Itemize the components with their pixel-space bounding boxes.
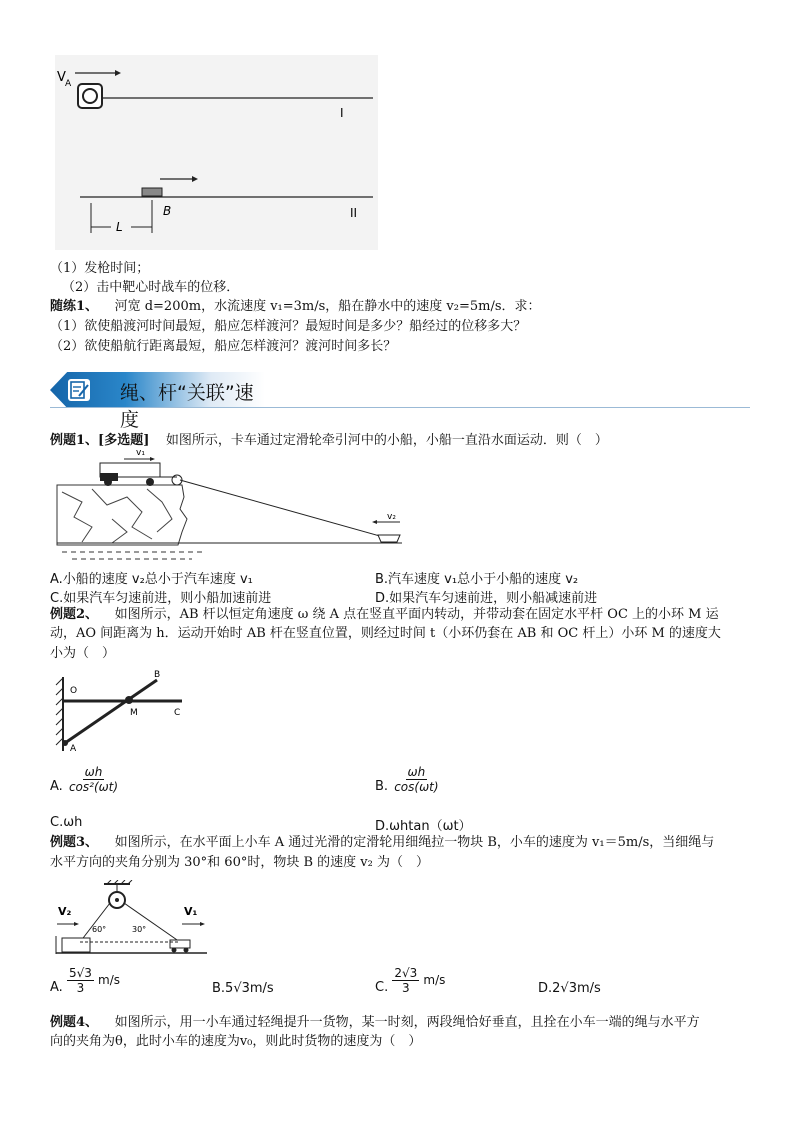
example-1-option-c[interactable]: C.如果汽车匀速前进，则小船加速前进: [50, 591, 272, 606]
cart-a: [170, 940, 190, 948]
label-l: L: [116, 220, 123, 234]
example-3-option-a-label: A.: [50, 980, 63, 995]
label-v1: V₁: [184, 905, 198, 918]
figure-rotating-rod: [52, 665, 192, 755]
practice-question-2: （2）欲使船航行距离最短，船应怎样渡河？渡河时间多长？: [50, 339, 397, 354]
practice-1: [50, 298, 541, 316]
arrow-v2-head: [74, 922, 79, 926]
label-m: M: [130, 708, 138, 718]
arrow-v2-head: [372, 520, 377, 524]
example-2-line-3: 小为（ ）: [50, 646, 116, 661]
example-1-option-a[interactable]: A.小船的速度 v₂总小于汽车速度 v₁: [50, 572, 253, 587]
label-30: 30°: [132, 925, 147, 934]
example-3-option-c-unit: m/s: [423, 973, 446, 987]
example-4-title: 例题4、: [50, 1015, 99, 1030]
example-3-option-d[interactable]: D.2√3m/s: [538, 981, 601, 996]
arrow-v1-head: [150, 457, 155, 461]
label-b: B: [163, 204, 172, 218]
boat: [378, 535, 400, 542]
tank-body: [142, 188, 162, 196]
prev-question-2: （2）击中靶心时战车的位移．: [62, 280, 240, 295]
section-title: 绳、杆“关联”速度: [120, 382, 254, 431]
example-3-option-a[interactable]: [50, 966, 120, 995]
example-3-option-c-denominator: 3: [402, 981, 410, 995]
figure-target-motion: [55, 55, 378, 250]
label-b: B: [154, 670, 161, 680]
cart-wheel-2: [184, 948, 189, 953]
label-v2: V₂: [58, 905, 72, 918]
arrow-va-head: [115, 70, 121, 76]
rope-boat: [180, 480, 387, 538]
example-3-option-a-numerator: 5√3: [68, 966, 92, 980]
arrow-v1-head: [200, 922, 205, 926]
label-I: I: [340, 106, 344, 120]
truck-wheel-back: [146, 478, 154, 486]
cart-wheel-1: [172, 948, 177, 953]
pulley-axle: [115, 898, 119, 902]
example-3-option-c[interactable]: [375, 966, 445, 995]
example-2-line-2: 动，AO 间距离为 h．运动开始时 AB 杆在竖直位置，则经过时间 t（小环仍套在 AB 和 OC 杆上）小环 M 的速度大: [50, 626, 721, 641]
section-header: [50, 372, 265, 431]
example-2-option-b-fraction: [392, 765, 440, 794]
example-1-title: 例题1、[多选题]: [50, 433, 150, 448]
example-2-option-c[interactable]: C.ωh: [50, 815, 83, 830]
example-2-option-b-label: B.: [375, 779, 389, 794]
section-underline: [50, 407, 750, 408]
label-c: C: [174, 708, 181, 718]
pivot-a: [62, 740, 68, 746]
rope-left: [80, 903, 110, 942]
practice-1-text: 河宽 d=200m，水流速度 v₁=3m/s，船在静水中的速度 v₂=5m/s．求：: [114, 299, 541, 314]
example-3-line-2: 水平方向的夹角分别为 30°和 60°时，物块 B 的速度 v₂ 为（ ）: [50, 855, 429, 870]
example-2-line-1: 如图所示，AB 杆以恒定角速度 ω 绕 A 点在竖直平面内转动，并带动套在固定水平杆 OC 上的小环 M 运: [114, 607, 719, 622]
practice-question-1: （1）欲使船渡河时间最短，船应怎样渡河？最短时间是多少？船经过的位移多大？: [50, 319, 527, 334]
example-3-option-a-denominator: 3: [76, 981, 85, 995]
example-4-line-1: 如图所示，用一小车通过轻绳提升一货物，某一时刻，两段绳恰好垂直，且拴在小车一端的绳与水平方: [114, 1015, 700, 1030]
block-b: [62, 938, 90, 952]
example-2-option-b[interactable]: [375, 765, 441, 794]
truck-wheel-front: [104, 478, 112, 486]
example-3-option-c-label: C.: [375, 980, 389, 995]
example-2-option-b-numerator: ωh: [407, 765, 426, 779]
example-2-option-a-label: A.: [50, 779, 63, 794]
example-2-option-a-fraction: [67, 765, 120, 794]
example-1-option-d[interactable]: D.如果汽车匀速前进，则小船减速前进: [375, 591, 598, 606]
label-o: O: [70, 686, 78, 696]
example-1-text: 如图所示，卡车通过定滑轮牵引河中的小船，小船一直沿水面运动．则（ ）: [165, 433, 608, 448]
example-3-option-c-numerator: 2√3: [394, 966, 418, 980]
label-va: V: [57, 70, 66, 85]
figure-truck-boat: [52, 447, 412, 562]
example-2-option-b-denominator: cos(ωt): [394, 780, 439, 794]
target-ring: [83, 89, 97, 103]
prev-question-1: （1）发枪时间；: [50, 261, 150, 276]
example-1-option-b[interactable]: B.汽车速度 v₁总小于小船的速度 v₂: [375, 572, 579, 587]
edit-note-icon: [68, 379, 90, 401]
figure-target-motion-svg: [55, 55, 378, 250]
example-2-heading: [50, 606, 719, 624]
rope-right: [124, 903, 180, 942]
example-2-option-d[interactable]: D.ωhtan（ωt）: [375, 819, 472, 834]
practice-1-title: 随练1、: [50, 299, 99, 314]
label-a: A: [70, 744, 77, 754]
label-v2: v₂: [387, 512, 396, 522]
example-3-option-c-fraction: [392, 966, 419, 995]
example-2-option-a-numerator: ωh: [84, 765, 103, 779]
example-3-heading: [50, 834, 714, 852]
wall-hatch: [56, 678, 63, 745]
example-2-option-a[interactable]: [50, 765, 120, 794]
ring-m: [125, 696, 133, 704]
example-3-option-a-unit: m/s: [98, 973, 120, 987]
figure-pulley-cart: [52, 880, 212, 960]
example-3-option-a-fraction: [67, 966, 94, 995]
example-2-title: 例题2、: [50, 607, 99, 622]
example-4-heading: [50, 1014, 700, 1032]
label-va-sub: A: [65, 79, 72, 89]
example-3-title: 例题3、: [50, 835, 99, 850]
rod-ab: [65, 680, 157, 743]
example-3-line-1: 如图所示，在水平面上小车 A 通过光滑的定滑轮用细绳拉一物块 B，小车的速度为 v₁＝5m/s，当细绳与: [114, 835, 715, 850]
label-II: II: [350, 206, 358, 220]
example-2-option-a-denominator: cos²(ωt): [68, 780, 119, 794]
figure-truck-boat-svg: [52, 447, 412, 562]
label-v1: v₁: [136, 448, 145, 458]
figure-rotating-rod-svg: [52, 665, 192, 755]
example-4-line-2: 向的夹角为θ，此时小车的速度为v₀，则此时货物的速度为（ ）: [50, 1034, 422, 1049]
figure-pulley-cart-svg: [52, 880, 212, 960]
label-60: 60°: [92, 925, 107, 934]
example-3-option-b[interactable]: B.5√3m/s: [212, 981, 274, 996]
arrow-b-head: [192, 176, 198, 182]
